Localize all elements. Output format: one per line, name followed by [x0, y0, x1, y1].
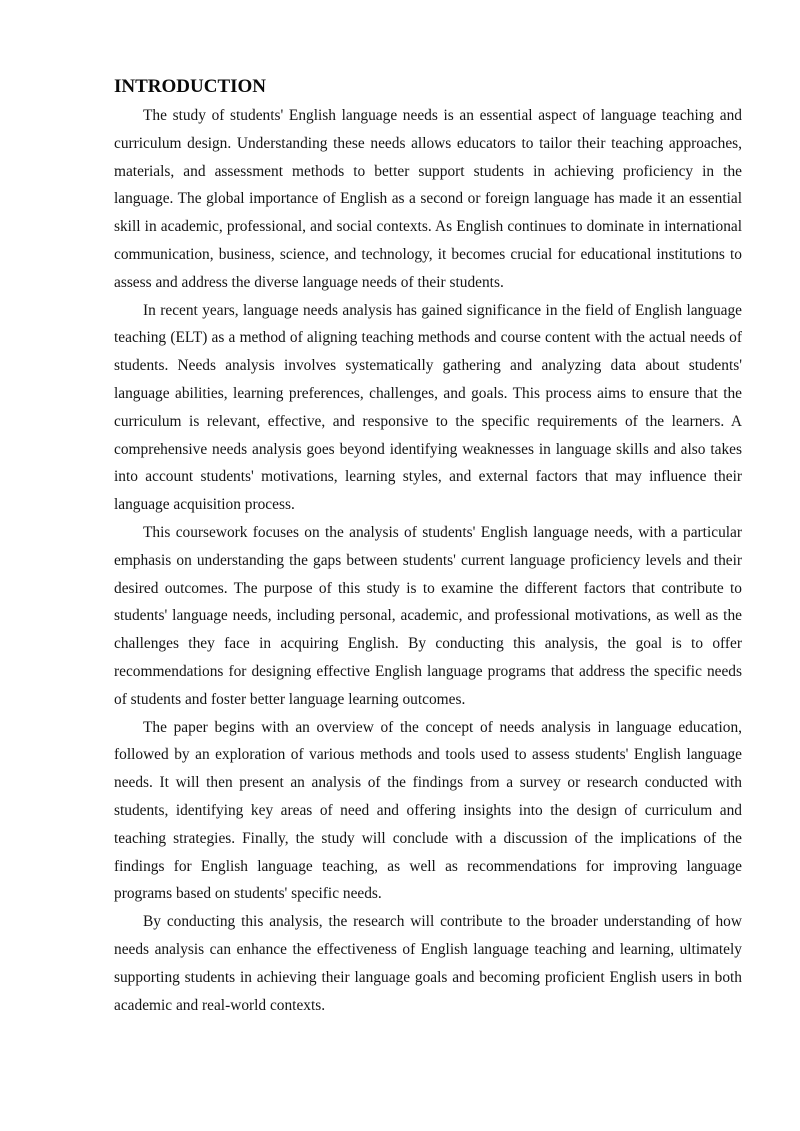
section-heading: INTRODUCTION — [114, 76, 267, 97]
paragraph-4: The paper begins with an overview of the concept of needs analysis in language education, followed by an exploration of various methods and tools used to assess students' English language needs. It will then present an analysis of the findings from a survey or research conducted with students, identifying key areas of need and offering insights into the design of curriculum and teaching strategies. Finally, the study will conclude with a discussion of the implications of the findings for English language teaching, as well as recommendations for improving language programs based on students' specific needs. — [114, 718, 742, 903]
page-content — [114, 76, 742, 1019]
paragraph-2: In recent years, language needs analysis has gained significance in the field of English language teaching (ELT) as a method of aligning teaching methods and course content with the actual needs of students. Needs analysis involves systematically gathering and analyzing data about students' language abilities, learning preferences, challenges, and goals. This process aims to ensure that the curriculum is relevant, effective, and responsive to the specific requirements of the learners. A comprehensive needs analysis goes beyond identifying weaknesses in language skills and also takes into account students' motivations, learning styles, and external factors that may influence their language acquisition process. — [114, 301, 742, 514]
paragraph-5: By conducting this analysis, the research will contribute to the broader understanding of how needs analysis can enhance the effectiveness of English language teaching and learning, ultimately supporting students in achieving their language goals and becoming proficient English users in both academic and real-world contexts. — [114, 913, 742, 1014]
paragraph-3: This coursework focuses on the analysis of students' English language needs, with a particular emphasis on understanding the gaps between students' current language proficiency levels and their desired outcomes. The purpose of this study is to examine the different factors that contribute to students' language needs, including personal, academic, and professional motivations, as well as the challenges they face in acquiring English. By conducting this analysis, the goal is to offer recommendations for designing effective English language programs that address the specific needs of students and foster better language learning outcomes. — [114, 523, 742, 708]
paragraph-1: The study of students' English language needs is an essential aspect of language teaching and curriculum design. Understanding these needs allows educators to tailor their teaching approaches, materials, and assessment methods to better support students in achieving proficiency in the language. The global importance of English as a second or foreign language has made it an essential skill in academic, professional, and social contexts. As English continues to dominate in international communication, business, science, and technology, it becomes crucial for educational institutions to assess and address the diverse language needs of their students. — [114, 107, 742, 291]
